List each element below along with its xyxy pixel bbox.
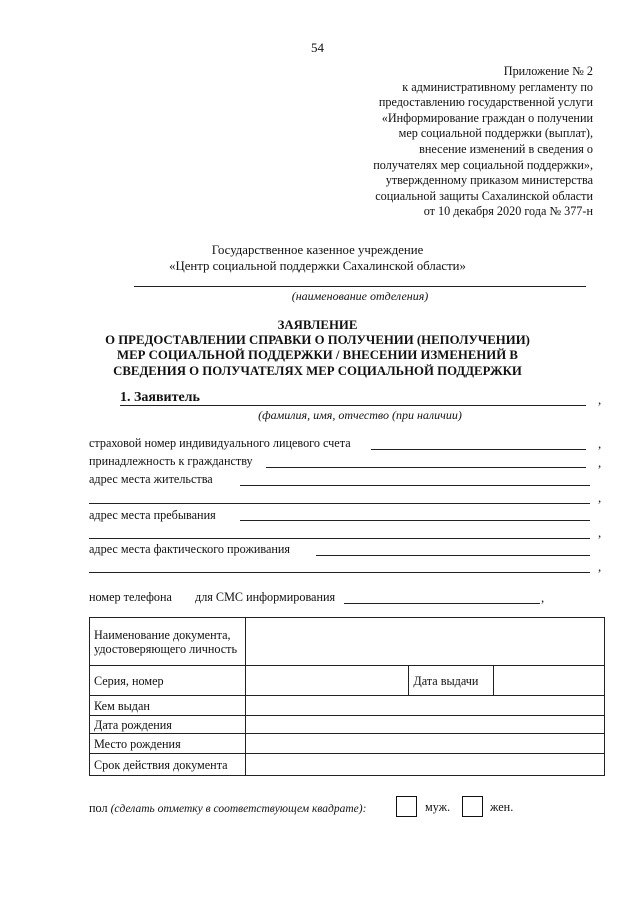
stay-input-line-2[interactable]	[89, 538, 590, 539]
page-number: 54	[311, 40, 324, 55]
applicant-name-line[interactable]	[120, 405, 586, 406]
snils-input-line[interactable]	[371, 449, 586, 450]
actual-address-label: адрес места фактического проживания	[89, 542, 291, 556]
issue-date-cell[interactable]	[494, 666, 605, 696]
table-row	[90, 696, 605, 716]
title-line: О ПРЕДОСТАВЛЕНИИ СПРАВКИ О ПОЛУЧЕНИИ (НЕПОЛУЧЕНИИ)	[105, 333, 530, 348]
title-line: СВЕДЕНИЯ О ПОЛУЧАТЕЛЯХ МЕР СОЦИАЛЬНОЙ ПОДДЕРЖКИ	[113, 363, 522, 378]
appendix-line: мер социальной поддержки (выплат),	[398, 126, 593, 141]
issue-date-label: Дата выдачи	[409, 666, 494, 696]
birth-date-label: Дата рождения	[90, 716, 246, 734]
sms-label: для СМС информирования	[195, 590, 336, 604]
appendix-line: внесение изменений в сведения о	[419, 141, 593, 156]
gender-hint: (сделать отметку в соответствующем квадрате):	[110, 803, 367, 815]
stay-label: адрес места пребывания	[89, 508, 216, 522]
citizenship-input-line[interactable]	[266, 467, 586, 468]
comma: ,	[598, 436, 602, 451]
title-line: МЕР СОЦИАЛЬНОЙ ПОДДЕРЖКИ / ВНЕСЕНИИ ИЗМЕНЕНИЙ В	[117, 348, 518, 363]
table-row	[90, 754, 605, 776]
doc-name-label: Наименование документа, удостоверяющего личность	[90, 618, 246, 666]
table-row	[90, 666, 605, 696]
appendix-line: к административному регламенту по	[402, 79, 593, 94]
validity-cell[interactable]	[245, 754, 604, 776]
citizenship-label: принадлежность к гражданству	[89, 454, 253, 468]
phone-label: номер телефона	[89, 590, 172, 604]
actual-address-input-line[interactable]	[316, 555, 590, 556]
female-checkbox[interactable]	[462, 796, 483, 817]
birth-place-label: Место рождения	[90, 734, 246, 754]
organization-name	[0, 242, 635, 274]
applicant-name-hint: (фамилия, имя, отчество (при наличии)	[258, 408, 462, 422]
gender-row	[89, 801, 366, 816]
male-checkbox[interactable]	[396, 796, 417, 817]
applicant-heading: 1. Заявитель	[120, 390, 200, 405]
organization-line: Государственное казенное учреждение	[211, 243, 424, 257]
document-title	[0, 318, 635, 379]
id-document-table	[89, 617, 605, 776]
residence-label: адрес места жительства	[89, 472, 213, 486]
comma: ,	[598, 559, 602, 574]
appendix-line: Приложение № 2	[503, 64, 593, 78]
series-number-cell[interactable]	[245, 666, 409, 696]
issued-by-label: Кем выдан	[90, 696, 246, 716]
appendix-line: предоставлению государственной услуги	[378, 95, 593, 110]
birth-date-cell[interactable]	[245, 716, 604, 734]
comma: ,	[598, 455, 602, 470]
table-row	[90, 716, 605, 734]
phone-input-line[interactable]	[344, 603, 540, 604]
residence-input-line[interactable]	[240, 485, 590, 486]
gender-label: пол	[89, 801, 108, 815]
appendix-line: получателях мер социальной поддержки»,	[373, 157, 593, 172]
appendix-line: от 10 декабря 2020 года № 377-н	[423, 204, 593, 219]
appendix-line: утвержденному приказом министерства	[385, 173, 593, 188]
department-hint: (наименование отделения)	[291, 289, 429, 303]
comma: ,	[598, 392, 602, 407]
table-row	[90, 618, 605, 666]
comma: ,	[541, 590, 545, 605]
comma: ,	[598, 525, 602, 540]
snils-label: страховой номер индивидуального лицевого счета	[89, 436, 351, 450]
comma: ,	[598, 490, 602, 505]
birth-place-cell[interactable]	[245, 734, 604, 754]
appendix-line: социальной защиты Сахалинской области	[375, 188, 593, 203]
organization-line: «Центр социальной поддержки Сахалинской области»	[169, 259, 466, 273]
table-row	[90, 734, 605, 754]
residence-input-line-2[interactable]	[89, 503, 590, 504]
issued-by-cell[interactable]	[245, 696, 604, 716]
stay-input-line[interactable]	[240, 520, 590, 521]
title-line: ЗАЯВЛЕНИЕ	[277, 318, 358, 332]
validity-label: Срок действия документа	[90, 754, 246, 776]
appendix-note	[333, 64, 593, 220]
male-label: муж.	[425, 800, 451, 814]
female-label: жен.	[490, 800, 514, 814]
department-line[interactable]	[134, 286, 586, 287]
doc-name-cell[interactable]	[245, 618, 604, 666]
series-number-label: Серия, номер	[90, 666, 246, 696]
actual-address-input-line-2[interactable]	[89, 572, 590, 573]
appendix-line: «Информирование граждан о получении	[381, 110, 593, 125]
